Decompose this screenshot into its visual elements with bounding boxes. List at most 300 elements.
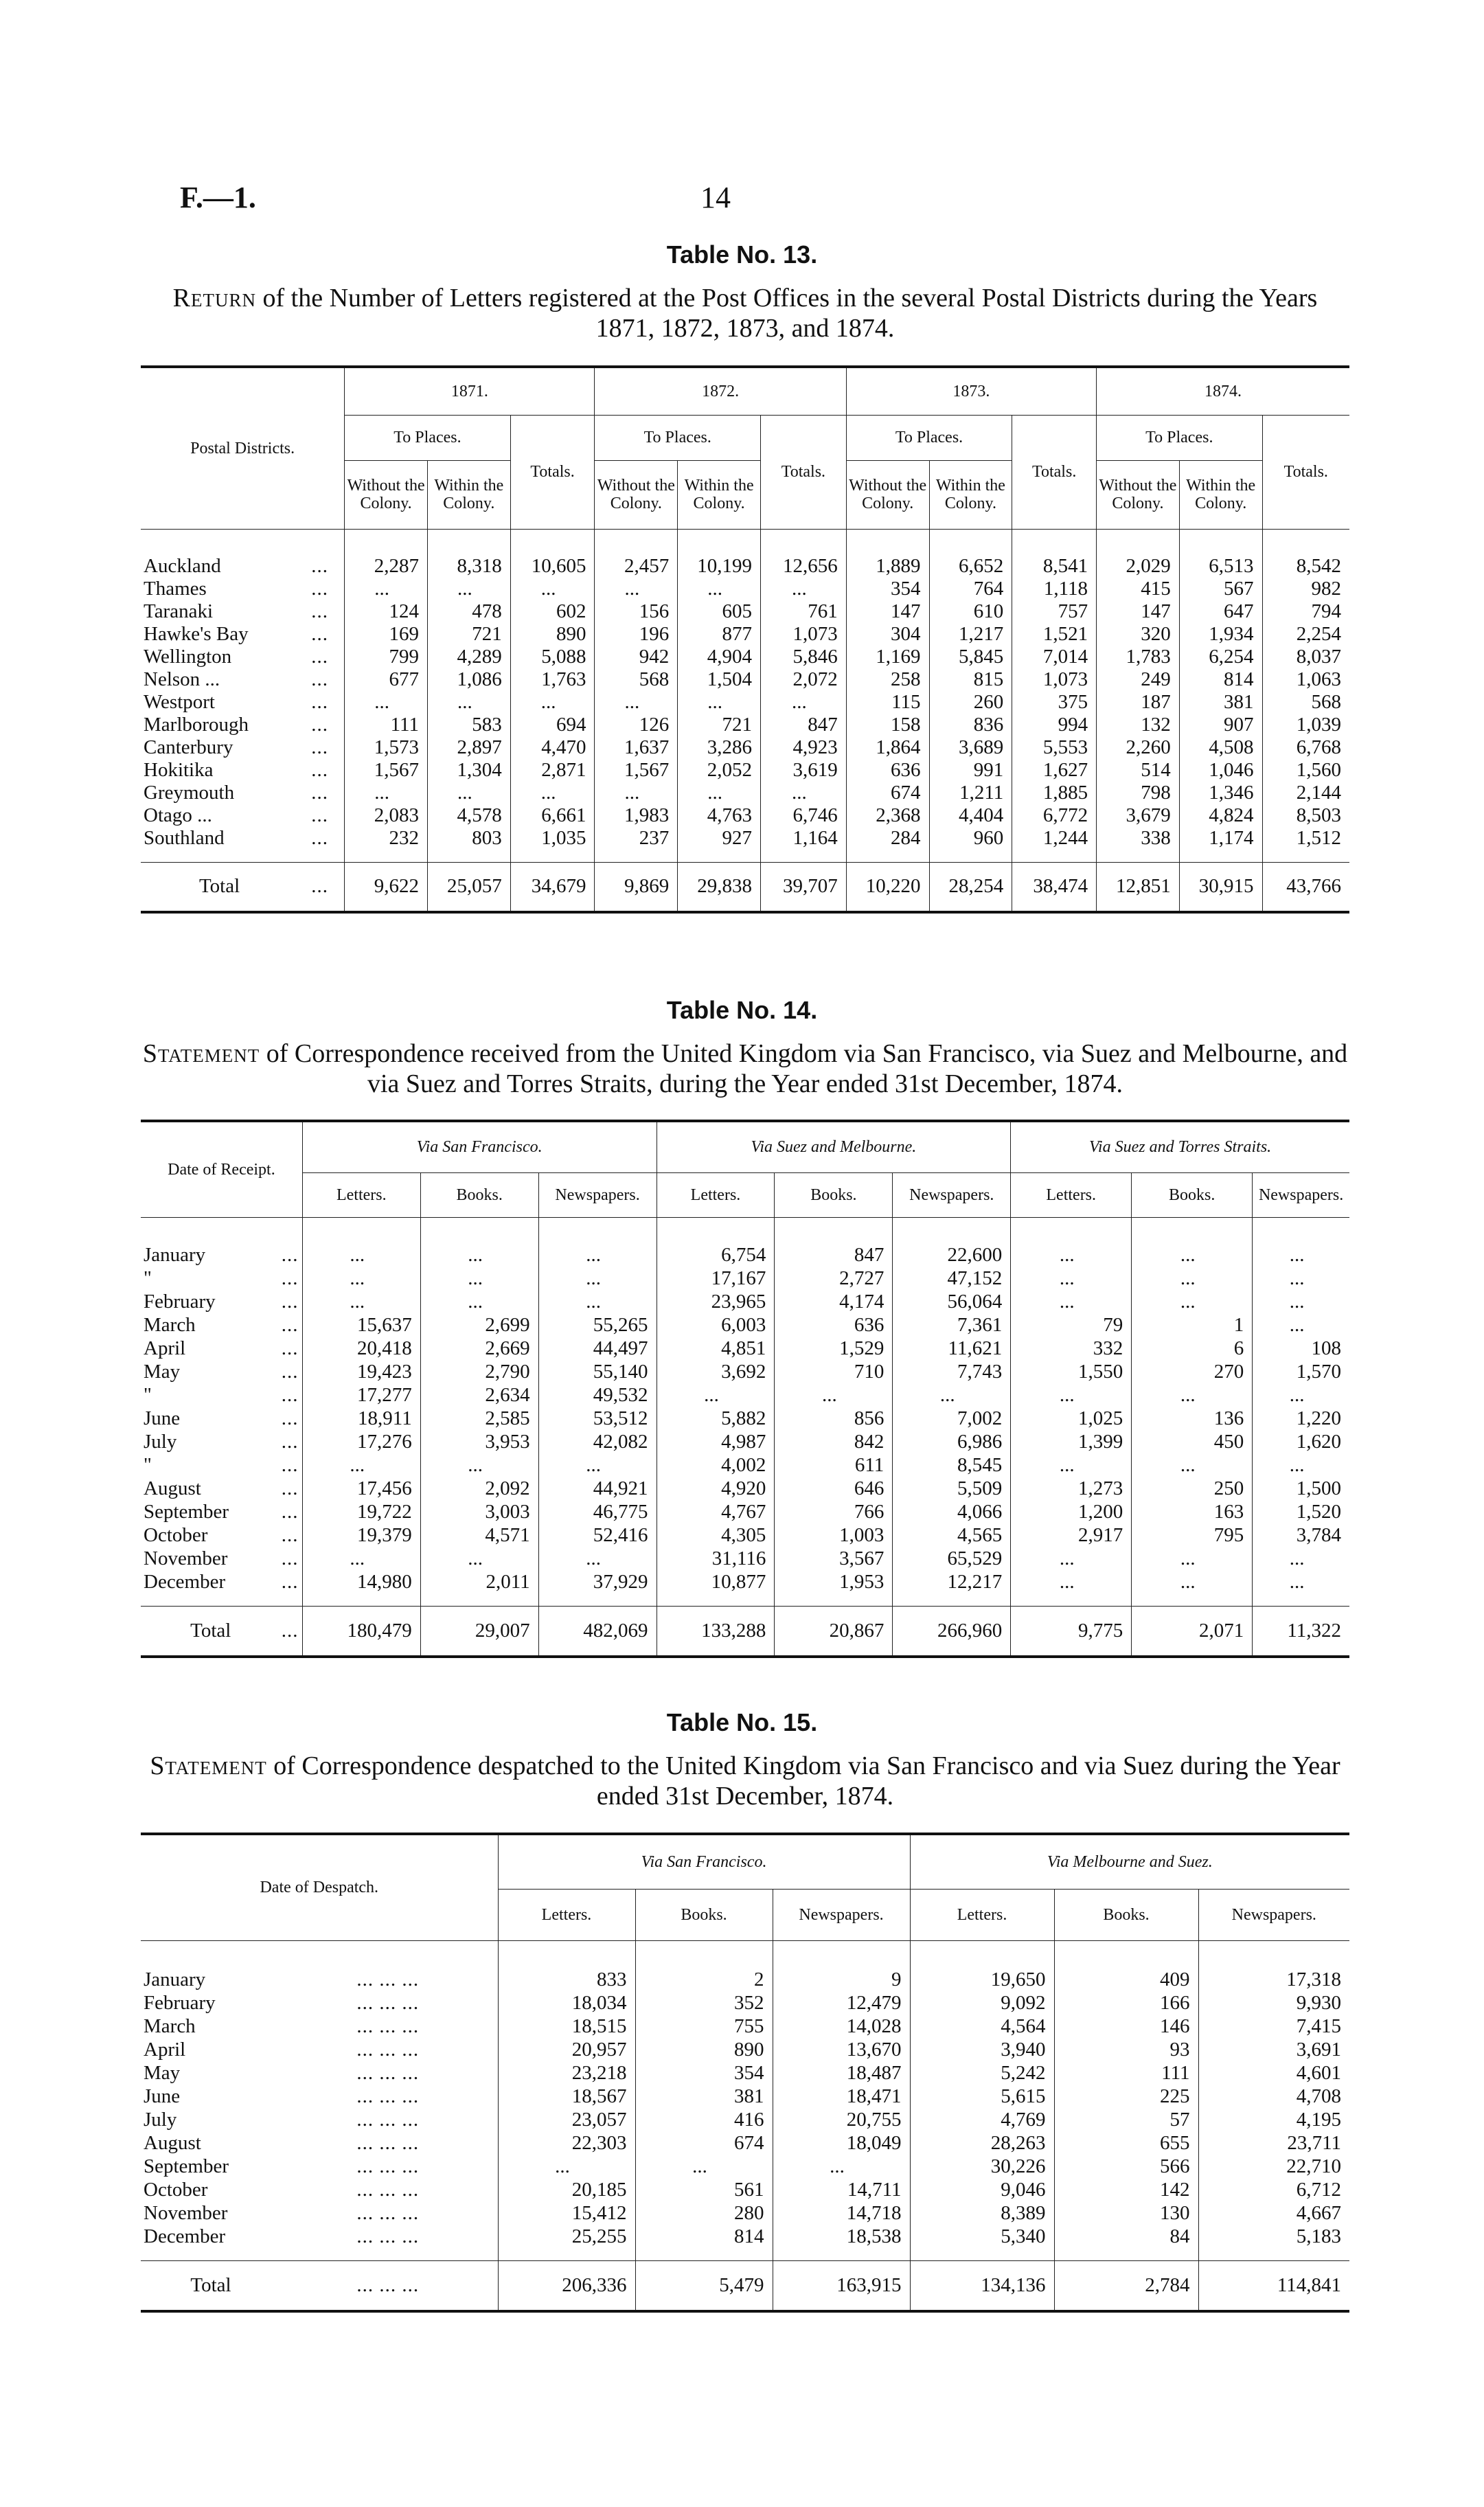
table-cell: 12,656	[760, 555, 846, 578]
table-row	[141, 646, 1349, 668]
table-cell: 10,605	[510, 555, 595, 578]
table-cell: 4,174	[775, 1290, 893, 1313]
table-cell: 799	[345, 646, 428, 668]
row-label: Nelson ...	[144, 668, 220, 690]
table-cell: 4,289	[427, 646, 510, 668]
table-cell: 10,877	[657, 1570, 775, 1593]
spacer-cell	[760, 850, 846, 862]
table-cell: 7,002	[893, 1407, 1011, 1430]
leader-dots: ... ... ...	[356, 2038, 420, 2061]
table-row	[141, 736, 1349, 759]
table13-totals-header: Totals.	[1012, 415, 1097, 529]
table-cell: ...	[1011, 1547, 1132, 1570]
table-cell: 1,025	[1011, 1407, 1132, 1430]
table-cell: 798	[1097, 782, 1180, 804]
spacer-cell	[893, 1217, 1011, 1243]
table-cell: ...	[1253, 1570, 1349, 1593]
spacer-row	[141, 850, 1349, 862]
table-cell: 6,513	[1179, 555, 1262, 578]
table-cell: 38,474	[1012, 862, 1097, 912]
table-cell: ...	[1011, 1570, 1132, 1593]
table-cell: ...	[1253, 1290, 1349, 1313]
table-cell: ...	[420, 1267, 538, 1290]
table-cell: 134,136	[910, 2260, 1054, 2311]
table-row	[141, 555, 1349, 578]
table-cell: 20,867	[775, 1606, 893, 1657]
table-cell: 187	[1097, 691, 1180, 714]
table14-col-newspapers: Newspapers.	[893, 1172, 1011, 1217]
spacer-cell	[1253, 1217, 1349, 1243]
table-cell: 29,007	[420, 1606, 538, 1657]
spacer-cell	[1097, 850, 1180, 862]
spacer-cell	[278, 1593, 303, 1606]
leader-dots: ... ... ...	[356, 1991, 420, 2014]
row-label: December	[144, 2225, 226, 2247]
table-row	[141, 2085, 1349, 2108]
table-cell: 3,689	[929, 736, 1012, 759]
table-cell: ...	[657, 1383, 775, 1407]
table-row	[141, 1407, 1349, 1430]
table-cell: ...	[1132, 1243, 1253, 1267]
leader-dots: ... ... ...	[356, 2273, 420, 2296]
table-cell: 5,242	[910, 2061, 1054, 2085]
table-row	[141, 691, 1349, 714]
table-cell: ...	[538, 1267, 657, 1290]
table-cell: 2,011	[420, 1570, 538, 1593]
leader-dots: ...	[311, 646, 329, 668]
row-label: August	[144, 1477, 201, 1499]
leader-dots: ...	[281, 1360, 299, 1383]
row-label: Hawke's Bay	[144, 623, 249, 645]
leader-dots: ...	[311, 578, 329, 600]
page-reference: F.—1.	[180, 181, 256, 214]
table-cell: 12,217	[893, 1570, 1011, 1593]
spacer-cell	[1012, 529, 1097, 555]
leader-dots: ...	[311, 875, 329, 898]
spacer-cell	[595, 529, 678, 555]
table-cell: 1,560	[1262, 759, 1349, 782]
table-cell: ...	[345, 691, 428, 714]
leader-dots: ...	[281, 1337, 299, 1359]
row-label: October	[144, 1523, 208, 1546]
table13-within-header: Within the Colony.	[929, 460, 1012, 529]
spacer-cell	[141, 1593, 278, 1606]
table-cell: 755	[635, 2015, 773, 2038]
row-label: Taranaki	[144, 600, 214, 622]
table15-group-san-francisco: Via San Francisco.	[498, 1834, 910, 1889]
table-cell: 19,722	[302, 1500, 420, 1523]
table-cell: 18,911	[302, 1407, 420, 1430]
table14-col-letters: Letters.	[1011, 1172, 1132, 1217]
table-cell: 304	[846, 623, 929, 646]
table-cell: 13,670	[773, 2038, 910, 2061]
table-cell: 44,921	[538, 1477, 657, 1500]
table-cell: ...	[1132, 1290, 1253, 1313]
table-cell: ...	[1011, 1383, 1132, 1407]
table-cell: 146	[1054, 2015, 1198, 2038]
row-label: June	[144, 2085, 181, 2107]
table-cell: 196	[595, 623, 678, 646]
leader-dots: ... ... ...	[356, 2131, 420, 2154]
table-cell: 982	[1262, 578, 1349, 600]
table-cell: 11,322	[1253, 1606, 1349, 1657]
spacer-cell	[595, 850, 678, 862]
table-cell: 19,423	[302, 1360, 420, 1383]
table-row	[141, 1430, 1349, 1453]
row-label: July	[144, 2108, 177, 2131]
row-label: October	[144, 2178, 208, 2201]
table-cell: 674	[635, 2131, 773, 2155]
table-cell: 17,318	[1198, 1968, 1349, 1991]
table-cell: 163,915	[773, 2260, 910, 2311]
table-cell: ...	[538, 1453, 657, 1477]
table-cell: 3,953	[420, 1430, 538, 1453]
leader-dots: ... ... ...	[356, 2225, 420, 2247]
table-cell: ...	[302, 1267, 420, 1290]
table-cell: 3,619	[760, 759, 846, 782]
spacer-cell	[498, 2248, 635, 2260]
table-cell: ...	[760, 578, 846, 600]
leader-dots: ...	[281, 1430, 299, 1453]
row-label: Southland	[144, 827, 225, 849]
row-label: Wellington	[144, 646, 232, 668]
table-cell: ...	[498, 2155, 635, 2178]
table13-caption	[141, 283, 1349, 343]
table-cell: 2,083	[345, 804, 428, 827]
table-cell: 482,069	[538, 1606, 657, 1657]
table-cell: 84	[1054, 2225, 1198, 2248]
table-cell: 1,504	[678, 668, 761, 691]
table-cell: 381	[635, 2085, 773, 2108]
table-cell: 610	[929, 600, 1012, 623]
table13-within-header: Within the Colony.	[1179, 460, 1262, 529]
leader-dots: ... ... ...	[356, 1968, 420, 1990]
table15-stub-header: Date of Despatch.	[260, 1879, 379, 1897]
table-cell: 2,871	[510, 759, 595, 782]
table-cell: 111	[345, 714, 428, 736]
table-cell: 111	[1054, 2061, 1198, 2085]
table-cell: 206,336	[498, 2260, 635, 2311]
table14-col-letters: Letters.	[302, 1172, 420, 1217]
table-cell: 4,564	[910, 2015, 1054, 2038]
spacer-cell	[1179, 529, 1262, 555]
table-cell: 721	[678, 714, 761, 736]
row-label: March	[144, 1313, 196, 1336]
table15-total-row	[141, 2260, 1349, 2311]
table-cell: 450	[1132, 1430, 1253, 1453]
table-cell: 8,541	[1012, 555, 1097, 578]
table-cell: 5,882	[657, 1407, 775, 1430]
row-label: January	[144, 1968, 206, 1990]
table-cell: ...	[510, 782, 595, 804]
spacer-cell	[510, 850, 595, 862]
table-cell: 115	[846, 691, 929, 714]
spacer-cell	[141, 1217, 278, 1243]
spacer-cell	[510, 529, 595, 555]
table-cell: 8,389	[910, 2201, 1054, 2225]
table-cell: 1,169	[846, 646, 929, 668]
table-cell: 381	[1179, 691, 1262, 714]
table-row	[141, 1500, 1349, 1523]
table-cell: ...	[1011, 1243, 1132, 1267]
leader-dots: ... ... ...	[356, 2108, 420, 2131]
table-cell: 28,263	[910, 2131, 1054, 2155]
table-cell: ...	[893, 1383, 1011, 1407]
table-cell: 57	[1054, 2108, 1198, 2131]
table-cell: 636	[775, 1313, 893, 1337]
spacer-cell	[910, 1940, 1054, 1968]
leader-dots: ...	[311, 782, 329, 804]
table-cell: 6	[1132, 1337, 1253, 1360]
spacer-cell	[1262, 529, 1349, 555]
table15	[141, 1833, 1349, 2313]
table-cell: 5,845	[929, 646, 1012, 668]
table-row	[141, 827, 1349, 850]
table-cell: 1,164	[760, 827, 846, 850]
leader-dots: ...	[311, 668, 329, 690]
table13-totals-header: Totals.	[510, 415, 595, 529]
table-cell: 29,838	[678, 862, 761, 912]
row-label: April	[144, 2038, 186, 2061]
table-cell: 19,650	[910, 1968, 1054, 1991]
table13-year-1874: 1874.	[1097, 367, 1349, 415]
spacer-cell	[929, 529, 1012, 555]
table-cell: 2,072	[760, 668, 846, 691]
table-cell: 847	[775, 1243, 893, 1267]
table-cell: 5,479	[635, 2260, 773, 2311]
table-cell: 23,965	[657, 1290, 775, 1313]
table-cell: ...	[345, 782, 428, 804]
table13-within-header: Within the Colony.	[427, 460, 510, 529]
table-cell: 814	[1179, 668, 1262, 691]
table-cell: ...	[1011, 1290, 1132, 1313]
table-cell: 761	[760, 600, 846, 623]
table-cell: 225	[1054, 2085, 1198, 2108]
table-cell: 721	[427, 623, 510, 646]
table-cell: 23,711	[1198, 2131, 1349, 2155]
table-cell: 409	[1054, 1968, 1198, 1991]
table-cell: 270	[1132, 1360, 1253, 1383]
table-cell: 605	[678, 600, 761, 623]
table-row	[141, 623, 1349, 646]
table-cell: 5,846	[760, 646, 846, 668]
table14-col-books: Books.	[420, 1172, 538, 1217]
table-cell: 766	[775, 1500, 893, 1523]
spacer-cell	[420, 1217, 538, 1243]
table14-col-newspapers: Newspapers.	[1253, 1172, 1349, 1217]
leader-dots: ...	[281, 1383, 299, 1406]
row-label: June	[144, 1407, 181, 1429]
table-cell: 354	[635, 2061, 773, 2085]
table-cell: 3,567	[775, 1547, 893, 1570]
table-cell: 647	[1179, 600, 1262, 623]
table-cell: 5,509	[893, 1477, 1011, 1500]
table-cell: 710	[775, 1360, 893, 1383]
table-cell: 836	[929, 714, 1012, 736]
table-cell: ...	[678, 782, 761, 804]
table-row	[141, 2201, 1349, 2225]
table13-caption-text: of the Number of Letters registered at the Post Offices in the several Postal Districts during the Years 1871, 1872, 1873, and 1874.	[262, 284, 1318, 343]
table-cell: 1,934	[1179, 623, 1262, 646]
row-label: Hokitika	[144, 759, 214, 781]
table-cell: 1,046	[1179, 759, 1262, 782]
row-label: July	[144, 1430, 177, 1453]
leader-dots: ...	[311, 827, 329, 849]
row-label: May	[144, 1360, 181, 1383]
leader-dots: ...	[281, 1547, 299, 1569]
table-cell: 4,904	[678, 646, 761, 668]
table-cell: 180,479	[302, 1606, 420, 1657]
table-cell: 4,769	[910, 2108, 1054, 2131]
table-cell: 757	[1012, 600, 1097, 623]
leader-dots: ...	[311, 600, 329, 622]
table-cell: ...	[1253, 1243, 1349, 1267]
table13-stub-header: Postal Districts.	[190, 439, 295, 457]
spacer-cell	[302, 1217, 420, 1243]
table-cell: 568	[1262, 691, 1349, 714]
table-cell: 6,712	[1198, 2178, 1349, 2201]
table-cell: 674	[846, 782, 929, 804]
row-label: "	[144, 1453, 152, 1476]
table-cell: ...	[1253, 1383, 1349, 1407]
spacer-cell	[1262, 850, 1349, 862]
table14-caption-text: of Correspondence received from the United Kingdom via San Francisco, via Suez and Melbourne, and via Suez and Torres Straits, during the Year ended 31st December, 1874.	[266, 1039, 1348, 1098]
table-cell: 55,265	[538, 1313, 657, 1337]
table-cell: 65,529	[893, 1547, 1011, 1570]
spacer-cell	[846, 529, 929, 555]
table-cell: 9	[773, 1968, 910, 1991]
spacer-cell	[141, 1940, 278, 1968]
spacer-cell	[427, 529, 510, 555]
table13-total-row	[141, 862, 1349, 912]
table-cell: 6,652	[929, 555, 1012, 578]
spacer-cell	[1012, 850, 1097, 862]
table-cell: 166	[1054, 1991, 1198, 2015]
table-cell: 3,286	[678, 736, 761, 759]
table-cell: 18,567	[498, 2085, 635, 2108]
table-cell: ...	[635, 2155, 773, 2178]
table-cell: ...	[595, 578, 678, 600]
table-cell: ...	[302, 1547, 420, 1570]
table-cell: 1,211	[929, 782, 1012, 804]
table-cell: 30,226	[910, 2155, 1054, 2178]
table-cell: ...	[427, 578, 510, 600]
table-cell: ...	[427, 691, 510, 714]
table-cell: 354	[846, 578, 929, 600]
row-label: November	[144, 1547, 228, 1569]
leader-dots: ...	[281, 1267, 299, 1289]
table-cell: 352	[635, 1991, 773, 2015]
table-cell: 1,889	[846, 555, 929, 578]
table-cell: 636	[846, 759, 929, 782]
table-cell: 2,287	[345, 555, 428, 578]
table-cell: 156	[595, 600, 678, 623]
table-cell: 1,244	[1012, 827, 1097, 850]
table-cell: 1,521	[1012, 623, 1097, 646]
table-cell: ...	[420, 1290, 538, 1313]
table-cell: 4,824	[1179, 804, 1262, 827]
leader-dots: ...	[311, 623, 329, 645]
table-cell: 6,661	[510, 804, 595, 827]
table-cell: 14,028	[773, 2015, 910, 2038]
spacer-cell	[302, 1593, 420, 1606]
table-cell: 280	[635, 2201, 773, 2225]
table13	[141, 365, 1349, 914]
table-cell: 1,039	[1262, 714, 1349, 736]
table-cell: ...	[302, 1290, 420, 1313]
table-cell: 5,183	[1198, 2225, 1349, 2248]
table-cell: 5,553	[1012, 736, 1097, 759]
spacer-cell	[141, 529, 295, 555]
spacer-row	[141, 1593, 1349, 1606]
spacer-cell	[498, 1940, 635, 1968]
table-cell: 567	[1179, 578, 1262, 600]
table-cell: 55,140	[538, 1360, 657, 1383]
table-cell: ...	[760, 691, 846, 714]
table-cell: 12,479	[773, 1991, 910, 2015]
table-cell: 108	[1253, 1337, 1349, 1360]
table-cell: 17,167	[657, 1267, 775, 1290]
table-cell: 3,784	[1253, 1523, 1349, 1547]
table-cell: 18,538	[773, 2225, 910, 2248]
table-cell: 46,775	[538, 1500, 657, 1523]
table-cell: 22,303	[498, 2131, 635, 2155]
table14-col-books: Books.	[1132, 1172, 1253, 1217]
table-cell: 1,550	[1011, 1360, 1132, 1383]
table-cell: 1,073	[760, 623, 846, 646]
table-cell: 1,003	[775, 1523, 893, 1547]
table-cell: 842	[775, 1430, 893, 1453]
table-cell: 158	[846, 714, 929, 736]
total-label: Total	[190, 1619, 231, 1642]
table-cell: 30,915	[1179, 862, 1262, 912]
spacer-cell	[295, 850, 345, 862]
leader-dots: ...	[281, 1570, 299, 1593]
table-cell: 942	[595, 646, 678, 668]
table-cell: 3,679	[1097, 804, 1180, 827]
leader-dots: ... ... ...	[356, 2061, 420, 2084]
table-cell: 3,940	[910, 2038, 1054, 2061]
table-cell: ...	[1253, 1313, 1349, 1337]
table-row	[141, 714, 1349, 736]
table-cell: 2,634	[420, 1383, 538, 1407]
table-cell: 1,063	[1262, 668, 1349, 691]
table-cell: 856	[775, 1407, 893, 1430]
table-cell: ...	[1132, 1453, 1253, 1477]
leader-dots: ...	[281, 1477, 299, 1499]
table14-title: Table No. 14.	[666, 996, 818, 1024]
table15-col-newspapers: Newspapers.	[1198, 1889, 1349, 1940]
table-cell: 20,755	[773, 2108, 910, 2131]
table13-caption-lead: Return	[172, 284, 256, 313]
table-cell: 18,487	[773, 2061, 910, 2085]
spacer-cell	[773, 2248, 910, 2260]
table-cell: 258	[846, 668, 929, 691]
table-cell: 1,637	[595, 736, 678, 759]
table-cell: 3,692	[657, 1360, 775, 1383]
table-cell: 266,960	[893, 1606, 1011, 1657]
table-row	[141, 2061, 1349, 2085]
table-row	[141, 1523, 1349, 1547]
table-cell: 994	[1012, 714, 1097, 736]
table-cell: 7,361	[893, 1313, 1011, 1337]
spacer-cell	[278, 1217, 303, 1243]
table-cell: 1,529	[775, 1337, 893, 1360]
leader-dots: ...	[281, 1523, 299, 1546]
table-cell: ...	[1011, 1267, 1132, 1290]
table15-caption-text: of Correspondence despatched to the United Kingdom via San Francisco and via Suez during the Year ended 31st December, 1874.	[273, 1751, 1340, 1811]
table-cell: 4,404	[929, 804, 1012, 827]
